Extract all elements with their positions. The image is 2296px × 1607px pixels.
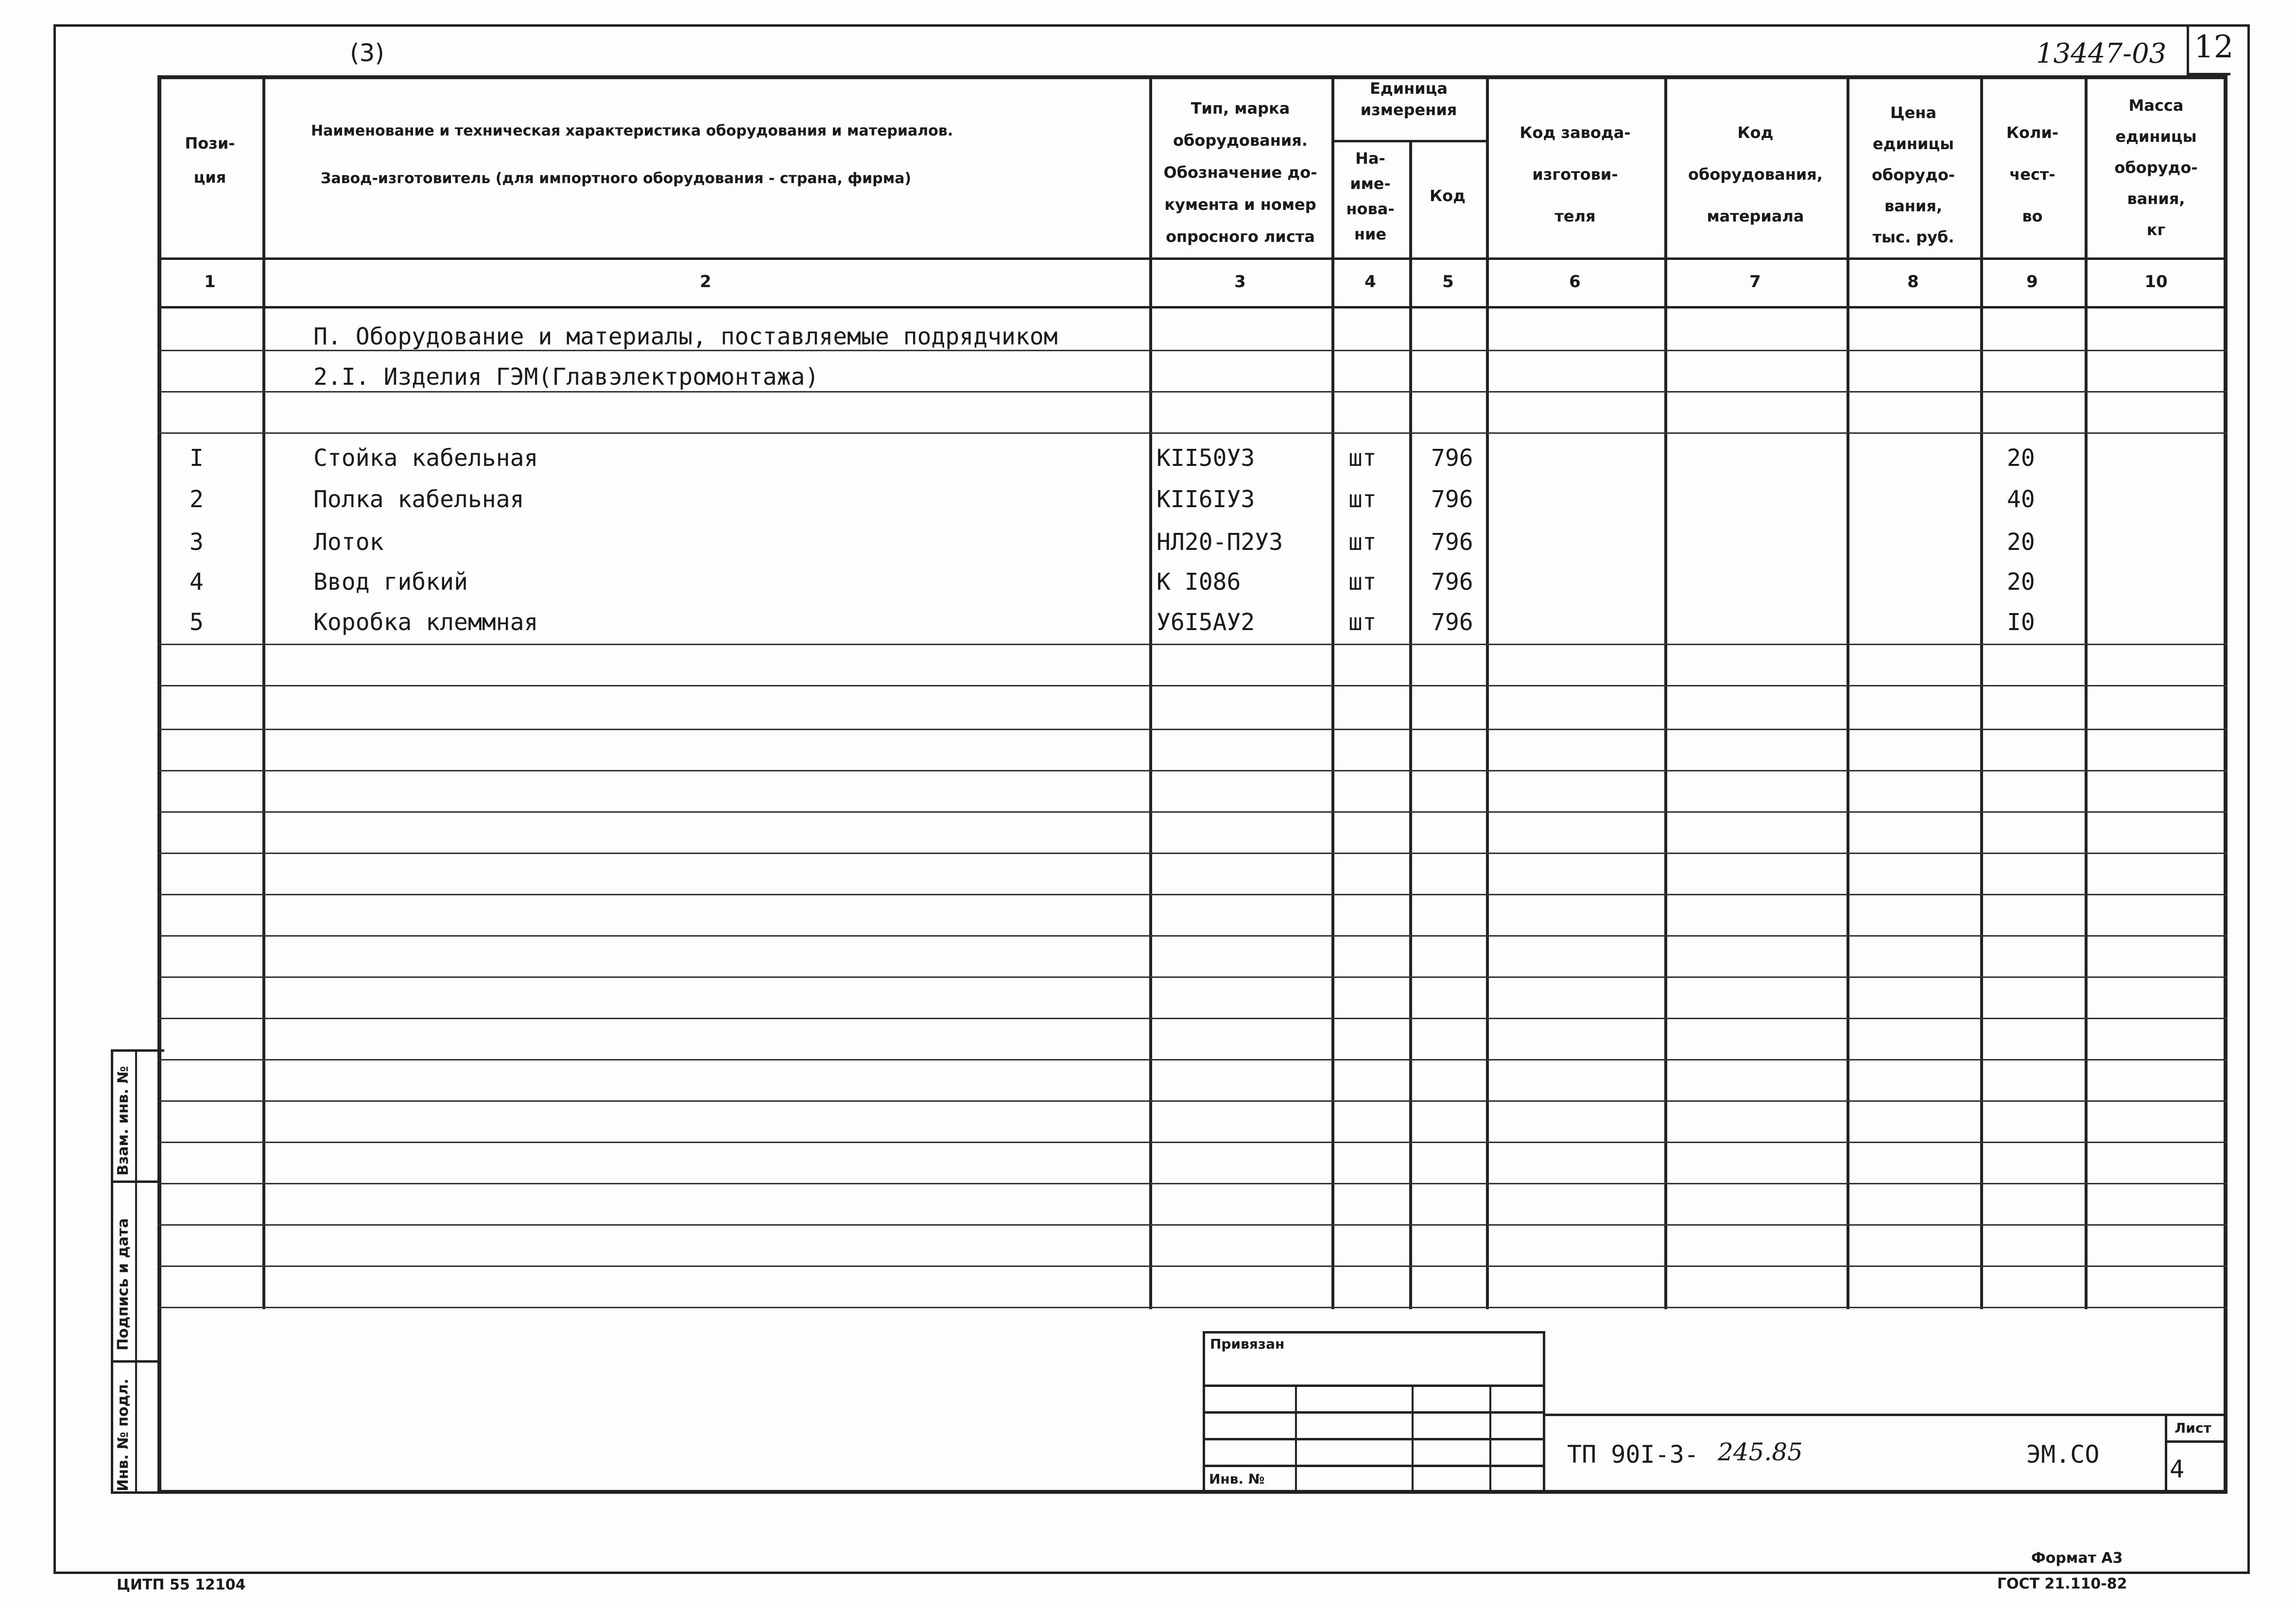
header-factory-code: Код завода- изготови- теля [1519,123,1631,225]
section-title: П. Оборудование и материалы, поставляемые подрядчиком [313,323,1058,350]
item-quantity: 20 [2007,529,2035,556]
item-name: Стойка кабельная [313,444,538,472]
stamp-line-c [1203,1438,1545,1440]
header-mass: Масса единицы оборудо- вания, кг [2114,96,2198,239]
item-code: 796 [1431,444,1473,472]
stamp-code: ЭМ.СО [2026,1440,2100,1469]
row-line [157,811,2227,813]
doc-number-handwritten: 13447-03 [2036,38,2167,69]
row-line [157,935,2227,937]
stamp-line-a [1203,1385,1545,1387]
stamp-inv-label: Инв. № [1209,1471,1265,1487]
col-line-1 [262,75,265,1309]
side-strip-mid [135,1049,137,1494]
col-line-7 [1847,75,1849,1309]
item-unit: шт [1348,486,1377,513]
row-line [157,853,2227,854]
col-line-6 [1664,75,1667,1309]
row-line [157,1224,2227,1226]
header-unit-code: Код [1430,187,1466,205]
side-label-inv: Инв. № подл. [115,1378,132,1491]
row-line [157,432,2227,434]
row-line [157,1183,2227,1184]
col-line-8 [1980,75,1983,1309]
stamp-list-divider [2165,1440,2227,1443]
stamp-list-label: Лист [2175,1420,2211,1436]
item-type: К I086 [1157,568,1241,596]
item-type: КII50У3 [1157,444,1255,472]
item-code: 796 [1431,609,1473,636]
row-line [157,685,2227,686]
row-line [157,1059,2227,1060]
header-unit-label: Единица измерения [1360,79,1457,119]
stamp-title-top [1545,1414,2227,1416]
item-quantity: I0 [2007,609,2035,636]
column-number-4: 4 [1364,272,1376,291]
item-name: Полка кабельная [313,486,524,513]
item-quantity: 40 [2007,486,2035,513]
item-unit: шт [1348,529,1377,556]
item-quantity: 20 [2007,444,2035,472]
unit-group-divider [1331,140,1486,142]
colnum-bottom-line [157,306,2227,308]
side-label-podpis: Подпись и дата [115,1218,132,1351]
item-code: 796 [1431,529,1473,556]
header-position: Пози- ция [185,134,235,187]
row-line [157,729,2227,730]
item-name: Коробка клеммная [313,609,538,636]
header-quantity: Коли- чест- во [2006,123,2059,225]
stamp-vline-b [1412,1385,1414,1494]
item-unit: шт [1348,444,1377,472]
row-line [157,644,2227,645]
row-line [157,1265,2227,1267]
subsection-title: 2.I. Изделия ГЭМ(Главэлектромонтажа) [313,363,819,391]
item-type: КII6IУ3 [1157,486,1255,513]
column-number-3: 3 [1234,272,1246,291]
header-type: Тип, марка оборудования. Обозначение до- кумента и номер опросного листа [1163,99,1317,246]
stamp-line-b [1203,1411,1545,1414]
footer-left: ЦИТП 55 12104 [117,1576,246,1593]
stamp-vline-c [1489,1385,1491,1494]
column-number-8: 8 [1907,272,1919,291]
stamp-line-d [1203,1465,1545,1467]
item-position: 3 [190,529,204,556]
item-name: Лоток [313,529,384,556]
row-line [157,976,2227,978]
column-number-6: 6 [1569,272,1581,291]
col-line-3 [1331,75,1334,1309]
stamp-tp-suffix: 245.85 [1718,1438,1803,1466]
column-number-7: 7 [1749,272,1761,291]
item-position: 2 [190,486,204,513]
item-unit: шт [1348,568,1377,596]
col-line-2 [1149,75,1152,1309]
header-name-line1: Наименование и техническая характеристика оборудования и материалов. [311,122,953,139]
row-line [157,1018,2227,1019]
item-type: У6I5АУ2 [1157,609,1255,636]
footer-gost: ГОСТ 21.110-82 [1997,1575,2127,1592]
row-line [157,1142,2227,1143]
col-line-5 [1486,75,1489,1309]
column-number-5: 5 [1442,272,1454,291]
item-position: I [190,444,204,472]
page-number-top: 12 [2194,29,2234,65]
column-number-9: 9 [2026,272,2038,291]
header-name-line2: Завод-изготовитель (для импортного оборудования - страна, фирма) [321,170,912,187]
item-position: 4 [190,568,204,596]
row-line [157,894,2227,895]
footer-format: Формат А3 [2031,1550,2123,1567]
stamp-vline-a [1295,1385,1297,1494]
column-number-1: 1 [204,272,216,291]
item-name: Ввод гибкий [313,568,468,596]
row-line [157,1100,2227,1102]
item-quantity: 20 [2007,568,2035,596]
stamp-tp-prefix: ТП 90I-3- [1567,1440,1699,1469]
item-unit: шт [1348,609,1377,636]
stamp-privyazan-label: Привязан [1210,1336,1285,1352]
col-line-9 [2085,75,2088,1309]
item-code: 796 [1431,486,1473,513]
column-number-10: 10 [2144,272,2168,291]
sheet-marker: (3) [350,39,384,67]
side-label-vzam: Взам. инв. № [115,1066,132,1176]
column-number-2: 2 [700,272,711,291]
item-position: 5 [190,609,204,636]
row-line [157,1307,2227,1308]
header-price: Цена единицы оборудо- вания, тыс. руб. [1871,103,1955,246]
item-type: НЛ20-П2У3 [1157,529,1283,556]
header-unit-name: На- име- нова- ние [1346,149,1395,243]
row-line [157,391,2227,393]
col-line-4 [1409,141,1412,1309]
header-equipment-code: Код оборудования, материала [1688,123,1823,225]
stamp-list-value: 4 [2170,1455,2185,1483]
header-bottom-line [157,257,2227,260]
row-line [157,770,2227,771]
item-code: 796 [1431,568,1473,596]
